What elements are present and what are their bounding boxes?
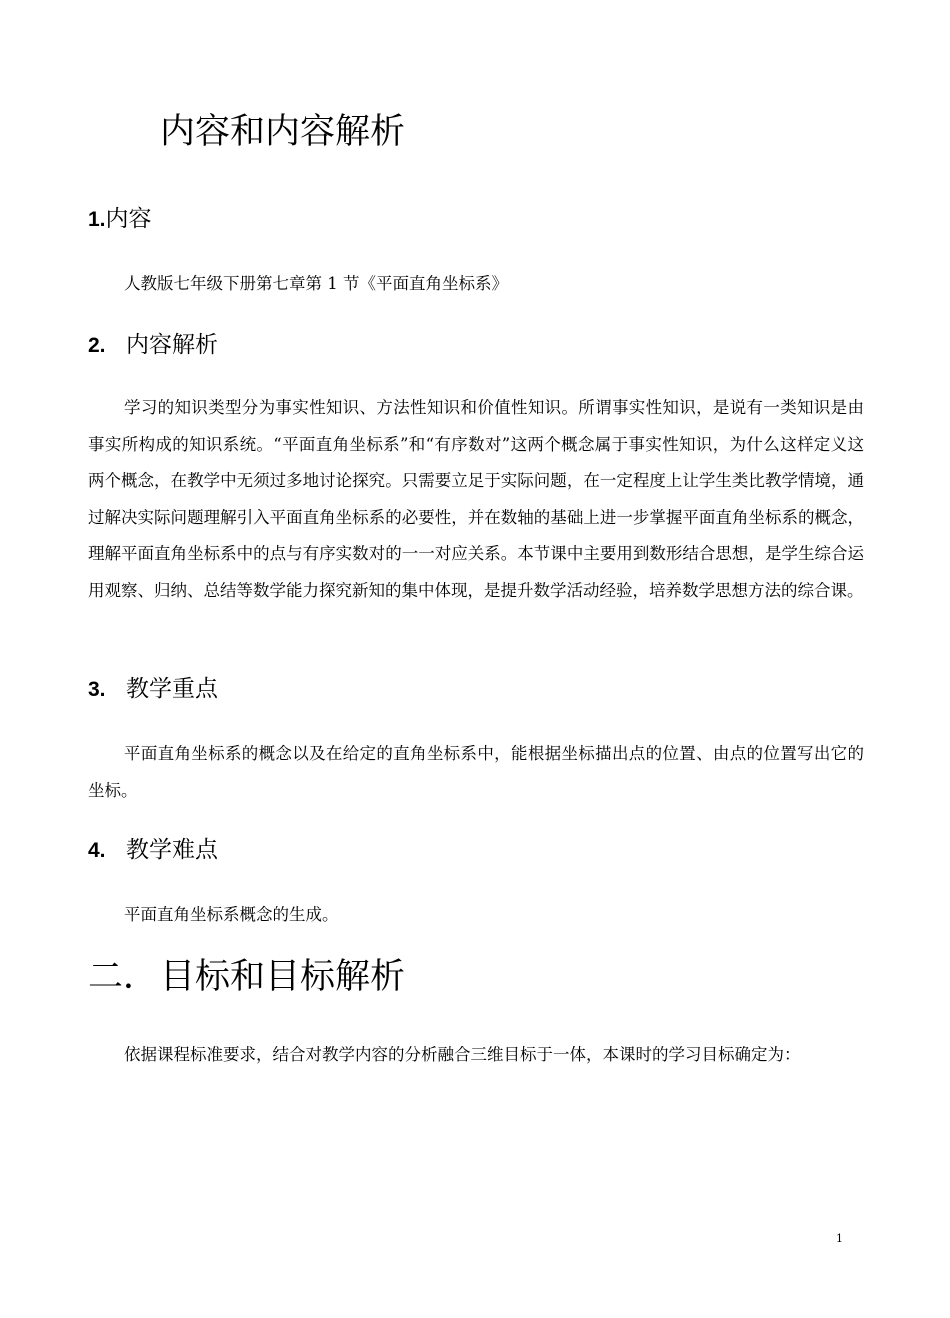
heading-number: 4. bbox=[88, 839, 106, 862]
heading-teaching-key-points bbox=[88, 673, 218, 706]
chapter-number: 二． bbox=[88, 957, 159, 997]
difficulties-paragraph: 平面直角坐标系概念的生成。 bbox=[124, 905, 339, 924]
section-title: 内容和内容解析 bbox=[160, 112, 406, 152]
chapter-two-title bbox=[88, 953, 405, 1001]
content-paragraph: 人教版七年级下册第七章第 1 节《平面直角坐标系》 bbox=[124, 274, 508, 293]
key-points-paragraph: 平面直角坐标系的概念以及在给定的直角坐标系中，能根据坐标描出点的位置、由点的位置写出它的坐标。 bbox=[88, 744, 864, 800]
heading-content bbox=[88, 203, 152, 236]
heading-content-analysis bbox=[88, 329, 218, 362]
content-analysis-paragraph: 学习的知识类型分为事实性知识、方法性知识和价值性知识。所谓事实性知识，是说有一类知识是由事实所构成的知识系统。“平面直角坐标系”和“有序数对”这两个概念属于事实性知识，为什么这样定义这两个概念，在教学中无须过多地讨论探究。只需要立足于实际问题，在一定程度上让学生类比教学情境，通过解决实际问题理解引入平面直角坐标系的必要性，并在数轴的基础上进一步掌握平面直角坐标系的概念，理解平面直角坐标系中的点与有序实数对的一一对应关系。本节课中主要用到数形结合思想，是学生综合运用观察、归纳、总结等数学能力探究新知的集中体现，是提升数学活动经验，培养数学思想方法的综合课。 bbox=[88, 398, 864, 600]
heading-teaching-difficulties bbox=[88, 834, 218, 867]
heading-number: 3. bbox=[88, 678, 106, 701]
page-number: 1 bbox=[836, 1232, 843, 1245]
heading-text: 教学重点 bbox=[126, 676, 218, 702]
heading-number: 1. bbox=[88, 208, 106, 231]
chapter-title-text: 目标和目标解析 bbox=[160, 957, 406, 997]
objectives-paragraph: 依据课程标准要求，结合对教学内容的分析融合三维目标于一体，本课时的学习目标确定为： bbox=[124, 1045, 801, 1064]
heading-text: 教学难点 bbox=[126, 837, 218, 863]
heading-text: 内容解析 bbox=[126, 332, 218, 358]
heading-text: 内容 bbox=[105, 206, 152, 232]
heading-number: 2. bbox=[88, 334, 106, 357]
